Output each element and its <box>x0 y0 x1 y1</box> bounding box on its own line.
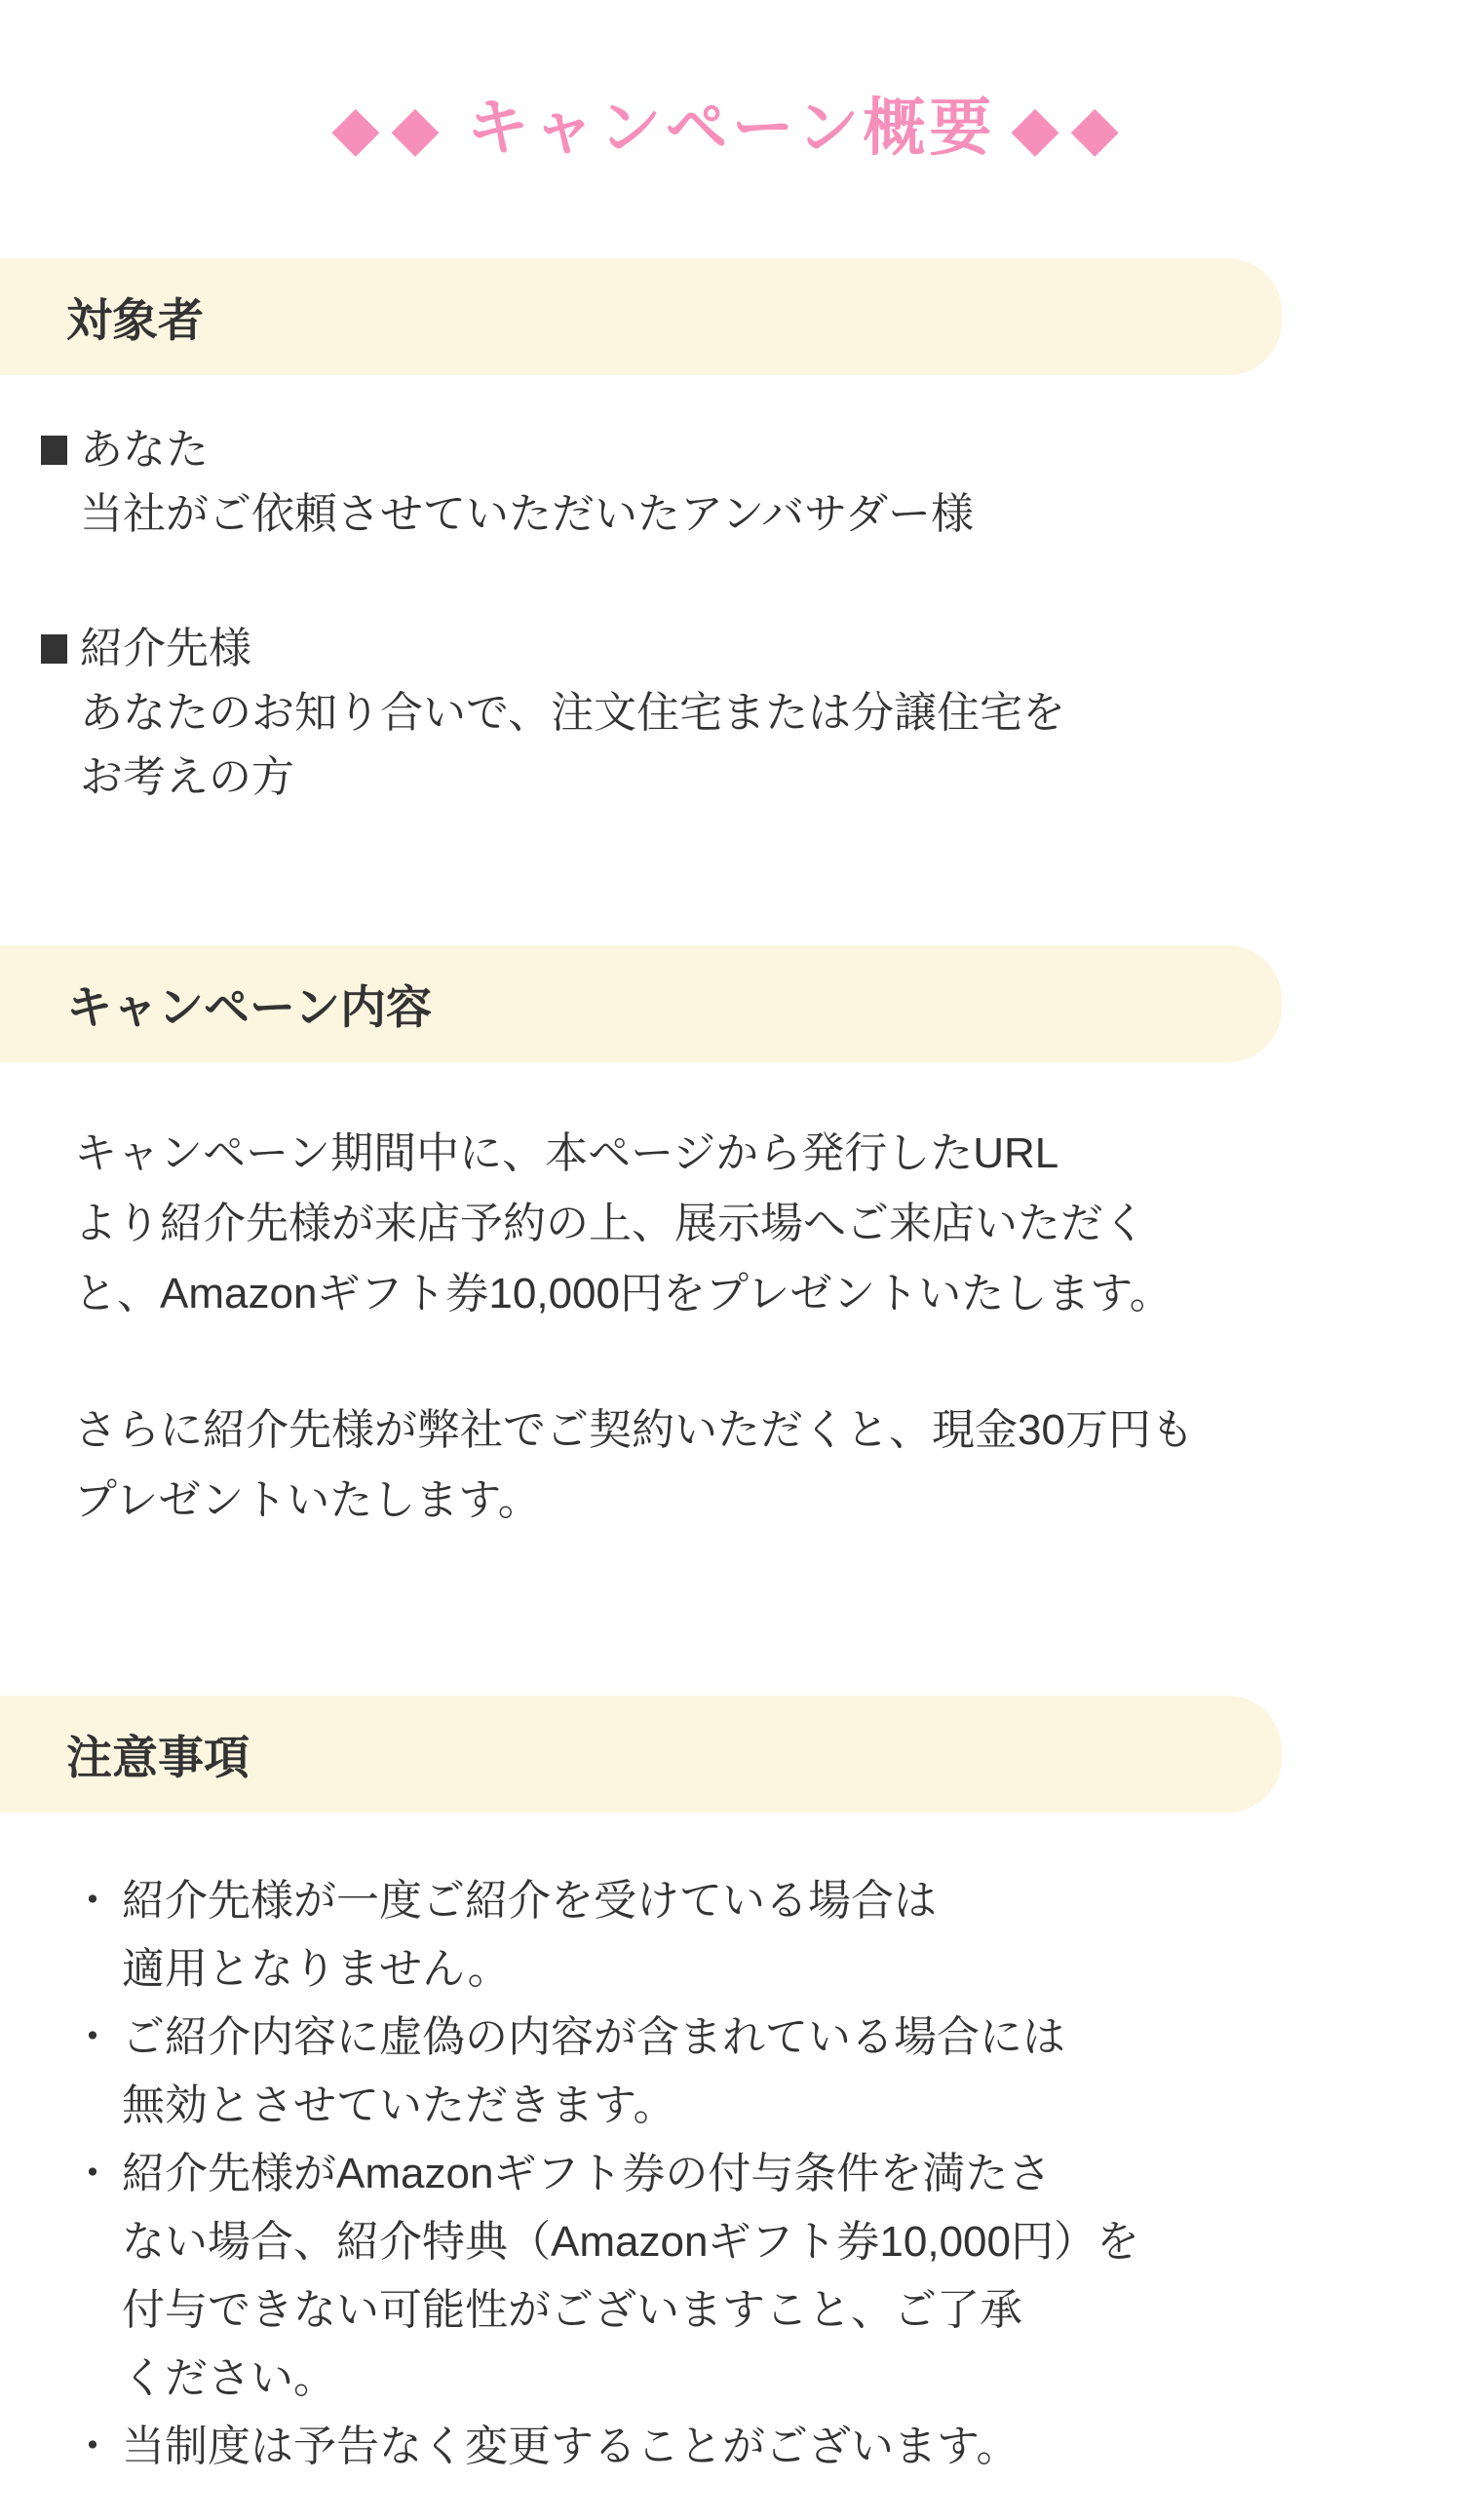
note-item <box>71 2413 1462 2481</box>
note-line: 適用となりません。 <box>122 1945 511 1993</box>
target-list <box>0 418 1462 810</box>
section-header-campaign-label: キャンペーン内容 <box>66 980 433 1033</box>
note-line: ない場合、紹介特典（Amazonギフト券10,000円）を <box>122 2218 1139 2266</box>
note-item-body <box>122 2004 1462 2140</box>
paragraph-line: と、Amazonギフト券10,000円をプレゼントいたします。 <box>74 1270 1173 1317</box>
note-line: 無効とさせていただきます。 <box>122 2081 676 2129</box>
dot-bullet-icon: ・ <box>71 1877 114 1925</box>
target-item-description: あなたのお知り合いで、注文住宅または分譲住宅を <box>80 689 1066 737</box>
note-line: 紹介先様がAmazonギフト券の付与条件を満たさ <box>122 2150 1052 2197</box>
dot-bullet-icon: ・ <box>71 2150 114 2197</box>
notes-list <box>0 1867 1462 2481</box>
note-item <box>71 2140 1462 2413</box>
note-line: 当制度は予告なく変更することがございます。 <box>122 2423 1020 2470</box>
note-line: 紹介先様が一度ご紹介を受けている場合は <box>122 1877 937 1925</box>
target-item-referral <box>41 617 1462 810</box>
section-header-target-label: 対象者 <box>66 293 204 346</box>
note-item-body <box>122 2413 1462 2481</box>
note-item-body <box>122 2140 1462 2413</box>
target-item-body <box>80 418 974 547</box>
target-item-title: 紹介先様 <box>80 625 251 672</box>
campaign-paragraph-1 <box>0 1119 1462 1329</box>
section-header-target <box>0 258 1282 375</box>
section-header-campaign <box>0 945 1282 1062</box>
note-item <box>71 1867 1462 2004</box>
section-header-notes <box>0 1696 1282 1813</box>
note-line: ください。 <box>122 2354 336 2402</box>
dot-bullet-icon: ・ <box>71 2423 114 2470</box>
diamond-decoration-right: ◆◆ <box>1011 93 1131 163</box>
target-item-description: お考えの方 <box>80 753 294 801</box>
diamond-decoration-left: ◆◆ <box>331 93 451 163</box>
campaign-paragraph-2 <box>0 1395 1462 1536</box>
note-line: ご紹介内容に虚偽の内容が含まれている場合には <box>122 2013 1065 2061</box>
target-item-body <box>80 617 1065 810</box>
target-item-description: 当社がご依頼させていただいたアンバサダー様 <box>80 490 974 538</box>
dot-bullet-icon: ・ <box>71 2013 114 2061</box>
page-title <box>0 0 1462 173</box>
paragraph-line: より紹介先様が来店予約の上、展示場へご来店いただく <box>74 1200 1146 1247</box>
note-item <box>71 2004 1462 2140</box>
target-item-title: あなた <box>80 426 209 474</box>
page-title-text: キャンペーン概要 <box>466 93 996 163</box>
target-item-you <box>41 418 1462 547</box>
square-bullet-icon <box>41 634 67 664</box>
square-bullet-icon <box>41 436 67 465</box>
note-item-body <box>122 1867 1462 2004</box>
paragraph-line: プレゼントいたします。 <box>74 1476 541 1524</box>
paragraph-line: キャンペーン期間中に、本ページから発行したURL <box>74 1129 1059 1177</box>
note-line: 付与できない可能性がございますこと、ご了承 <box>122 2286 1022 2334</box>
section-header-notes-label: 注意事項 <box>66 1731 250 1783</box>
paragraph-line: さらに紹介先様が弊社でご契約いただくと、現金30万円も <box>74 1406 1194 1454</box>
